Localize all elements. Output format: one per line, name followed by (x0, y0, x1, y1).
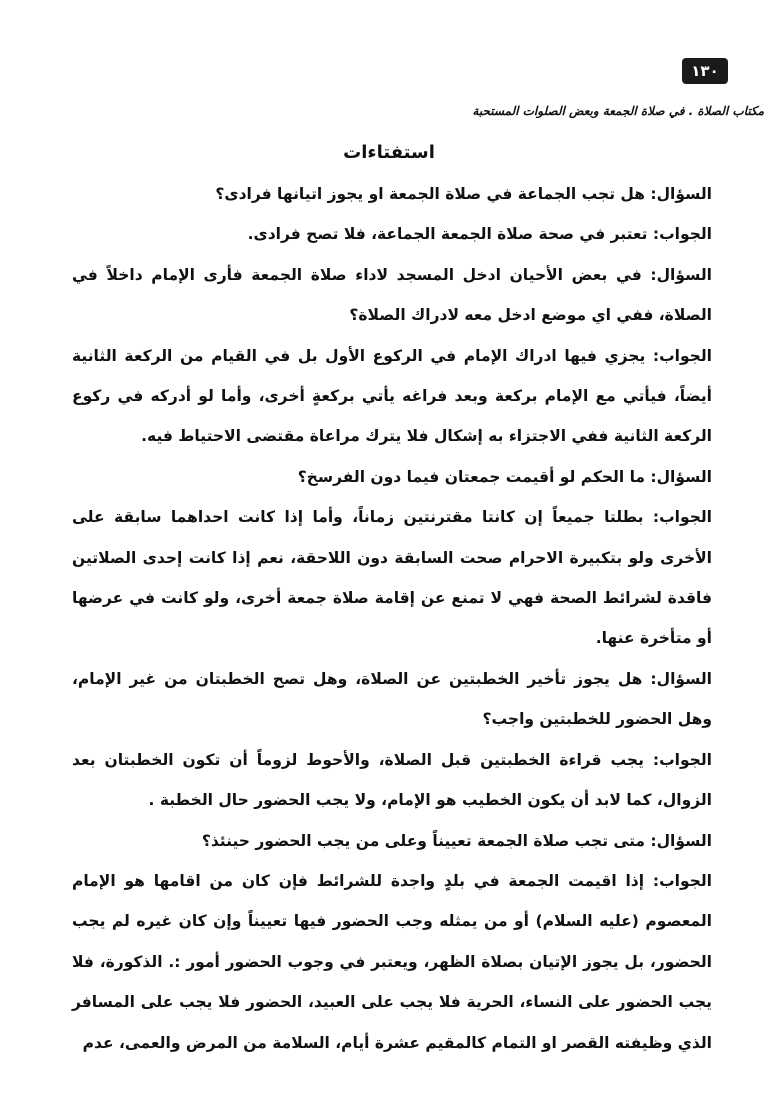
answer-5: الجواب: إذا اقيمت الجمعة في بلدٍ واجدة للشرائط فإن كان من اقامها هو الإمام المعصوم (عليه السلام) أو من يمثله وجب الحضور فيها تعييناً وإن كان غيره لم يجب الحضور، بل يجوز الإتيان بصلاة الظهر، ويعتبر في وجوب الحضور أمور :. الذكورة، فلا يجب الحضور على النساء، الحرية فلا يجب على العبيد، الحضور فلا يجب على المسافر الذي وظيفته القصر او التمام كالمقيم عشرة أيام، السلامة من المرض والعمى، عدم (72, 871, 712, 1052)
running-header: مكتاب الصلاة . في صلاة الجمعة وبعض الصلوات المستحبة (472, 104, 764, 118)
question-3: السؤال: ما الحكم لو أقيمت جمعتان فيما دون الفرسخ؟ (297, 467, 712, 486)
question-2: السؤال: في بعض الأحيان ادخل المسجد لاداء صلاة الجمعة فأرى الإمام داخلاً في الصلاة، ففي اي موضع ادخل معه لادراك الصلاة؟ (72, 265, 712, 325)
answer-4: الجواب: يجب قراءة الخطبتين قبل الصلاة، والأحوط لزوماً أن تكون الخطبتان بعد الزوال، كما لابد أن يكون الخطيب هو الإمام، ولا يجب الحضور حال الخطبة . (72, 750, 712, 810)
question-5: السؤال: متى تجب صلاة الجمعة تعييناً وعلى من يجب الحضور حينئذ؟ (201, 831, 712, 850)
question-1: السؤال: هل تجب الجماعة في صلاة الجمعة او يجوز اتيانها فرادى؟ (215, 185, 712, 203)
section-title: استفتاءات (343, 142, 435, 163)
answer-3: الجواب: بطلتا جميعاً إن كانتا مقترنتين زماناً، وأما إذا كانت احداهما سابقة على الأخرى ولو بتكبيرة الاحرام صحت السابقة دون اللاحقة، نعم إذا كانت إحدى الصلاتين فاقدة لشرائط الصحة فهي لا تمنع عن إقامة صلاة جمعة أخرى، ولو كانت في عرضها أو متأخرة عنها. (72, 508, 712, 648)
answer-1: الجواب: تعتبر في صحة صلاة الجمعة الجماعة، فلا تصح فرادى. (247, 225, 712, 244)
question-4: السؤال: هل يجوز تأخير الخطبتين عن الصلاة، وهل تصح الخطبتان من غير الإمام، وهل الحضور للخطبتين واجب؟ (72, 669, 712, 729)
answer-2: الجواب: يجزي فيها ادراك الإمام في الركوع الأول بل في القيام من الركعة الثانية أيضاً، فيأتي مع الإمام بركعة وبعد فراغه يأتي بركعةٍ أخرى، وأما لو أدركه في ركوع الركعة الثانية ففي الاجتزاء به إشكال فلا يترك مراعاة مقتضى الاحتياط فيه. (72, 346, 712, 446)
body-text (72, 174, 712, 1063)
page-number: ١٣٠ (682, 58, 728, 84)
